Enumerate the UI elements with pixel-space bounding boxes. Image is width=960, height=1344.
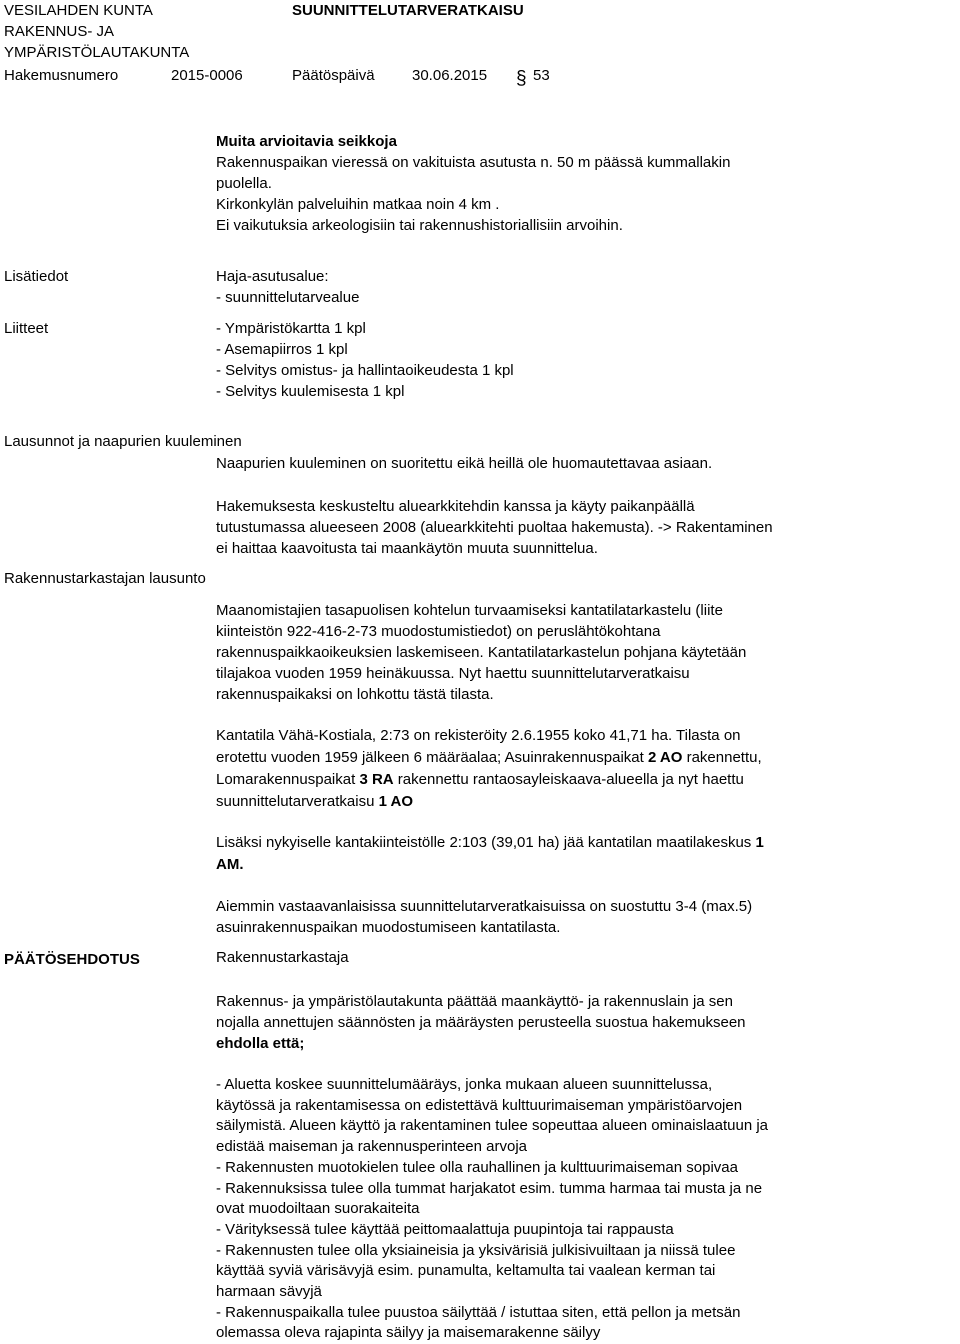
other-matters-line: Rakennuspaikan vieressä on vakituista asutusta n. 50 m päässä kummallakin (216, 154, 731, 171)
additional-info-label: Lisätiedot (4, 268, 69, 285)
statement-line: Kantatila Vähä-Kostiala, 2:73 on rekisteröity 2.6.1955 koko 41,71 ha. Tilasta on (216, 727, 741, 744)
org-name-line3: YMPÄRISTÖLAUTAKUNTA (4, 44, 190, 61)
proposal-line: nojalla annettujen säännösten ja määräysten perusteella suostua hakemukseen (216, 1014, 746, 1031)
statement-bold-text: 1 AO (378, 793, 414, 810)
statement-text: rakennettu, (682, 749, 762, 766)
other-matters-line: puolella. (216, 175, 272, 192)
inspector-statement-para3 (216, 725, 762, 813)
section-sign-icon (515, 64, 529, 90)
proposal-intro (216, 991, 746, 1054)
statements-label: Lausunnot ja naapurien kuuleminen (4, 433, 242, 450)
decision-date-label: Päätöspäivä (292, 67, 375, 84)
inspector-statement-para1 (216, 496, 773, 559)
statement-text: erotettu vuoden 1959 jälkeen 6 määräalaa; Asuinrakennuspaikat (216, 749, 648, 766)
statement-line: rakennuspaikaksi on lohkottu tästä tilasta. (216, 686, 494, 703)
proposal-condition-heading: ehdolla että; (216, 1035, 305, 1052)
svg-text:§: § (516, 68, 527, 89)
other-matters-heading: Muita arvioitavia seikkoja (216, 133, 397, 150)
inspector-statement-para5 (216, 896, 752, 938)
statement-line: ei haittaa kaavoitusta tai maankäytön muuta suunnittelua. (216, 540, 598, 557)
statement-line: AM. (216, 856, 244, 873)
statement-bold-text: 3 RA (359, 771, 394, 788)
condition-line: käyttää syviä värisävyjä esim. punamulta, keltamulta tai vaalean kerman tai (216, 1262, 716, 1280)
additional-info-line: - suunnittelutarvealue (216, 289, 360, 306)
statement-text: suunnittelutarveratkaisu (216, 793, 379, 810)
statement-text: rakennettu rantaosayleiskaava-alueella ja nyt haettu (393, 771, 744, 788)
statement-line (216, 832, 764, 854)
attachment-item: - Ympäristökartta 1 kpl (216, 320, 366, 337)
application-number: 2015-0006 (171, 67, 243, 84)
inspector-statement-label: Rakennustarkastajan lausunto (4, 570, 206, 587)
proposal-conditions (216, 1075, 768, 1344)
statement-bold-text: 1 (755, 834, 764, 851)
condition-line: edistää maiseman ja rakennusperinteen arvoja (216, 1138, 528, 1156)
condition-line: - Rakennuspaikalla tulee puustoa säilyttää / istuttaa siten, että pellon ja metsän (216, 1303, 741, 1321)
condition-line: säilymistä. Alueen käyttö ja rakentaminen tulee sopeuttaa alueen ominaislaatuun ja (216, 1117, 769, 1135)
condition-line: - Rakennusten tulee olla yksiaineisia ja yksivärisiä julkisivuiltaan ja niissä tulee (216, 1241, 736, 1259)
condition-line: - Värityksessä tulee käyttää peittomaalattuja puupintoja tai rappausta (216, 1220, 674, 1238)
statement-line: kiinteistön 922-416-2-73 muodostumistiedot) on peruslähtökohtana (216, 623, 661, 640)
condition-line: - Aluetta koskee suunnittelumääräys, jonka mukaan alueen suunnittelussa, (216, 1076, 713, 1093)
statement-line (216, 747, 762, 769)
statement-line (216, 769, 762, 791)
statement-line: asuinrakennuspaikan muodostumiseen kantatilasta. (216, 919, 561, 936)
additional-info-line: Haja-asutusalue: (216, 268, 329, 285)
condition-line: - Rakennusten muotokielen tulee olla rauhallinen ja kulttuurimaiseman sopivaa (216, 1158, 738, 1176)
statement-bold-text: 2 AO (647, 749, 683, 766)
proposal-label: PÄÄTÖSEHDOTUS (4, 951, 140, 968)
document-title: SUUNNITTELUTARVERATKAISU (292, 2, 524, 19)
other-matters-line: Ei vaikutuksia arkeologisiin tai rakennushistoriallisiin arvoihin. (216, 217, 623, 234)
statement-text: Lomarakennuspaikat (216, 771, 360, 788)
condition-line: käytössä ja rakentamisessa on edistettävä kulttuurimaiseman ympäristöarvojen (216, 1096, 743, 1114)
page-number: 53 (533, 67, 550, 84)
condition-line: olemassa oleva rajapinta säilyy ja maisemarakenne säilyy (216, 1324, 601, 1342)
org-name-line2: RAKENNUS- JA (4, 23, 115, 40)
additional-info-text (216, 266, 359, 308)
inspector-statement-para2 (216, 600, 746, 705)
attachment-item: - Selvitys kuulemisesta 1 kpl (216, 383, 405, 400)
statement-line: tilajakoa vuoden 1959 heinäkuussa. Nyt haettu suunnittelutarveratkaisu (216, 665, 690, 682)
statement-line: rakennuspaikkaoikeuksien laskemiseen. Kantatilatarkastelun pohjana käytetään (216, 644, 747, 661)
statements-text: Naapurien kuuleminen on suoritettu eikä heillä ole huomautettavaa asiaan. (216, 455, 713, 472)
attachment-item: - Selvitys omistus- ja hallintaoikeudesta 1 kpl (216, 362, 514, 379)
other-matters-section (216, 131, 730, 236)
attachment-item: - Asemapiirros 1 kpl (216, 341, 348, 358)
condition-line: harmaan sävyjä (216, 1283, 322, 1301)
application-number-label: Hakemusnumero (4, 67, 119, 84)
statement-line: Maanomistajien tasapuolisen kohtelun turvaamiseksi kantatilatarkastelu (liite (216, 602, 723, 619)
decision-date: 30.06.2015 (412, 67, 488, 84)
statement-line: Aiemmin vastaavanlaisissa suunnittelutarveratkaisuissa on suostuttu 3-4 (max.5) (216, 898, 753, 915)
statement-line: Hakemuksesta keskusteltu aluearkkitehdin kanssa ja käyty paikanpäällä (216, 498, 695, 515)
proposal-presenter: Rakennustarkastaja (216, 949, 349, 966)
inspector-statement-para4 (216, 832, 764, 876)
statement-line: tutustumassa alueeseen 2008 (aluearkkitehti puoltaa hakemusta). -> Rakentaminen (216, 519, 773, 536)
attachments-label: Liitteet (4, 320, 49, 337)
condition-line: - Rakennuksissa tulee olla tummat harjakatot esim. tumma harmaa tai musta ja ne (216, 1179, 763, 1197)
other-matters-line: Kirkonkylän palveluihin matkaa noin 4 km . (216, 196, 500, 213)
statement-line (216, 791, 762, 813)
statement-text: Lisäksi nykyiselle kantakiinteistölle 2:103 (39,01 ha) jää kantatilan maatilakeskus (216, 834, 756, 851)
org-name-line1: VESILAHDEN KUNTA (4, 2, 153, 19)
attachments-list (216, 318, 514, 402)
proposal-line: Rakennus- ja ympäristölautakunta päättää maankäyttö- ja rakennuslain ja sen (216, 993, 733, 1010)
condition-line: ovat muodoiltaan suorakaiteita (216, 1200, 420, 1218)
